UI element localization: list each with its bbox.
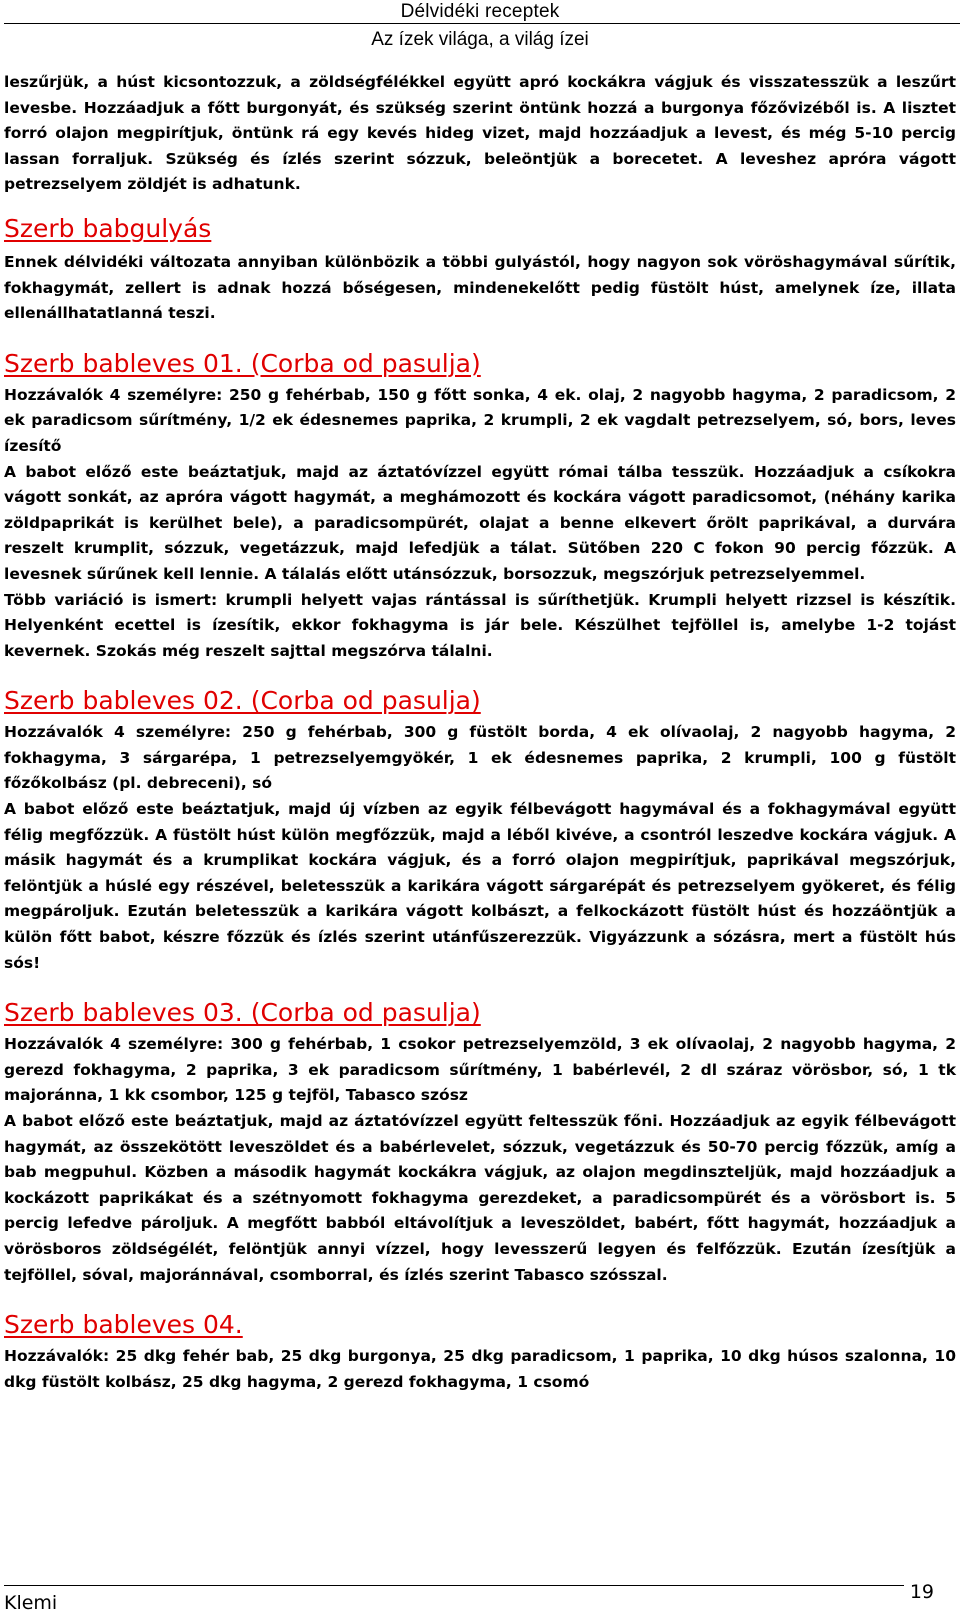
recipe-title: Szerb bableves 03. (Corba od pasulja) [4,998,481,1028]
recipe-title: Szerb bableves 01. (Corba od pasulja) [4,348,481,378]
footer-author: Klemi [4,1592,58,1614]
recipe-paragraph: A babot előző este beáztatjuk, majd új vízben az egyik félbevágott hagymával és a fokhagymával együtt félig megfőzzük. A füstölt húst külön megfőzzük, majd a léből kivéve, a csontról leszedve kockára vágjuk. A másik hagymát és a krumplikat kockára vágjuk, és a forró olajon megpirítjuk, paprikával megszórjuk, felöntjük a húslé egy részével, beletesszük a karikára vágott sárgarépát és petrezselyem gyökeret, és félig megpároljuk. Ezután beletesszük a karikára vágott kolbászt, a felkockázott füstölt húst és hozzáöntjük a külön főtt babot, készre főzzük és ízlés szerint utánfűszerezzük. Vigyázzunk a sózásra, mert a füstölt hús sós! [4,800,956,972]
recipe-paragraph: A babot előző este beáztatjuk, majd az áztatóvízzel együtt római tálba tesszük. Hozzáadjuk a csíkokra vágott sonkát, az apróra vágott hagymát, a meghámozott és kockára vágott paradicsomot, (néhány karika zöldpaprikát is kerülhet bele), a paradicsompürét, olajat a benne elkevert őrölt paprikával, a durvára reszelt krumplit, sózzuk, vegetázzuk, majd lefedjük a tálat. Sütőben 220 C fokon 90 percig főzzük. A levesnek sűrűnek kell lennie. A tálalás előtt utánsózzuk, borsozzuk, megszórjuk petrezselyemmel. [4,462,956,583]
header-title: Délvidéki receptek [400,1,560,22]
page-number: 19 [909,1581,934,1603]
recipe-ingredients: Hozzávalók 4 személyre: 250 g fehérbab, 300 g füstölt borda, 4 ek olívaolaj, 2 nagyobb hagyma, 2 fokhagyma, 3 sárgarépa, 1 petrezselyemgyökér, 1 ek édesnemes paprika, 2 krumpli, 100 g füstölt főzőkolbász (pl. debreceni), só [4,723,956,793]
document-body [4,70,956,1395]
page-header [0,0,960,52]
recipe-ingredients: Hozzávalók 4 személyre: 300 g fehérbab, 1 csokor petrezselyemzöld, 3 ek olívaolaj, 2 nagyobb hagyma, 2 gerezd fokhagyma, 2 paprika, 3 ek paradicsom sűrítmény, 1 babérlevél, 2 dl száraz vörösbor, só, 1 tk majoránna, 1 kk csombor, 125 g tejföl, Tabasco szósz [4,1035,956,1105]
recipe-title: Szerb bableves 04. [4,1310,243,1340]
recipe-title: Szerb babgulyás [4,213,212,243]
header-rule [4,23,960,24]
recipe-ingredients: Hozzávalók 4 személyre: 250 g fehérbab, 150 g főtt sonka, 4 ek. olaj, 2 nagyobb hagyma, 2 paradicsom, 2 ek paradicsom sűrítmény, 1/2 ek édesnemes paprika, 2 krumpli, 2 ek vagdalt petrezselyem, só, bors, leves ízesítő [4,385,956,455]
recipe-paragraph: Ennek délvidéki változata annyiban különbözik a többi gulyástól, hogy nagyon sok vöröshagymával sűrítik, fokhagymát, zellert is adnak hozzá bőségesen, mindenekelőtt pedig füstölt húst, amelynek íze, illata ellenállhatatlanná teszi. [4,252,956,323]
recipe-paragraph: Több variáció is ismert: krumpli helyett vajas rántással is sűríthetjük. Krumpli helyett rizzsel is készítik. Helyenként ecettel is ízesítik, ekkor fokhagyma is jár bele. Készülhet tejföllel is, amelybe 1-2 tojást kevernek. Szokás még reszelt sajttal megszórva tálalni. [4,590,956,660]
intro-paragraph: leszűrjük, a húst kicsontozzuk, a zöldségfélékkel együtt apró kockákra vágjuk és visszatesszük a leszűrt levesbe. Hozzáadjuk a főtt burgonyát, és szükség szerint öntünk hozzá a burgonya főzővizéből is. A lisztet forró olajon megpirítjuk, öntünk rá egy kevés hideg vizet, majd hozzáadjuk a levest, és még 5-10 percig lassan forraljuk. Szükség és ízlés szerint sózzuk, beleöntjük a borecetet. A leveshez apróra vágott petrezselyem zöldjét is adhatunk. [4,73,956,194]
recipe-paragraph: A babot előző este beáztatjuk, majd az áztatóvízzel együtt feltesszük főni. Hozzáadjuk az egyik félbevágott hagymát, az összekötött leveszöldet és a babérlevelet, sózzuk, vegetázzuk és 50-70 percig főzzük, amíg a bab megpuhul. Közben a második hagymát kockákra vágjuk, az olajon megdinszteljük, majd hozzáadjuk a kockázott paprikákat és a szétnyomott fokhagyma gerezdeket, a paradicsompürét és a vörösbort is. 5 percig lefedve pároljuk. A megfőtt babból eltávolítjuk a leveszöldet, babért, főtt hagymát, hozzáadjuk a vörösboros zöldségélét, felöntjük annyi vízzel, hogy levesszerű legyen és felfőzzük. Ezután ízesítjük a tejföllel, sóval, majoránnával, csomborral, és ízlés szerint Tabasco szósszal. [4,1112,956,1284]
recipe-title: Szerb bableves 02. (Corba od pasulja) [4,686,481,716]
recipe-ingredients: Hozzávalók: 25 dkg fehér bab, 25 dkg burgonya, 25 dkg paradicsom, 1 paprika, 10 dkg húsos szalonna, 10 dkg füstölt kolbász, 25 dkg hagyma, 2 gerezd fokhagyma, 1 csomó [4,1347,956,1391]
footer-rule [4,1585,904,1586]
header-subtitle: Az ízek világa, a világ ízei [371,29,589,50]
